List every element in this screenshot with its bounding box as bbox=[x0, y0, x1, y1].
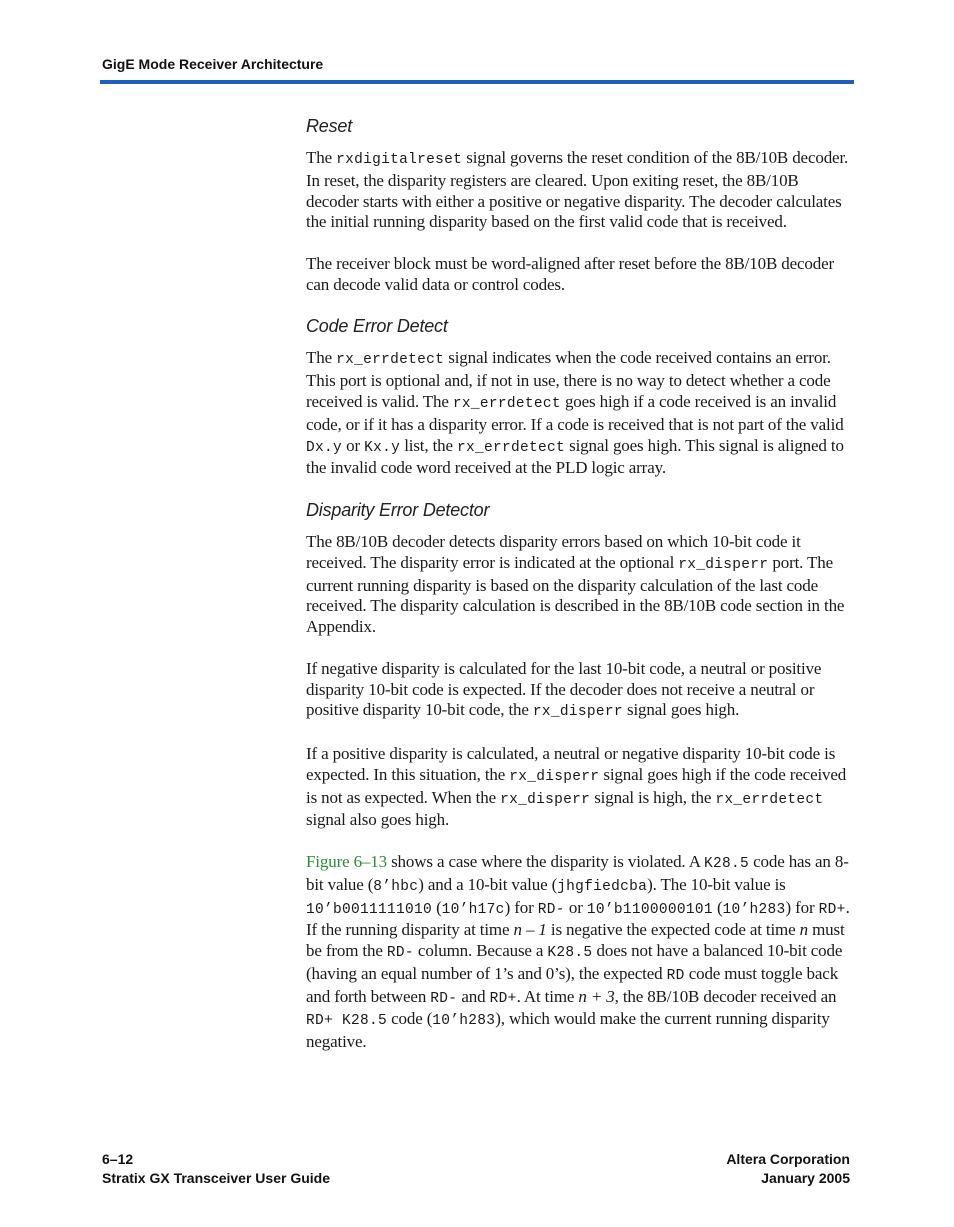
figure-link[interactable]: Figure 6–13 bbox=[306, 851, 387, 871]
code-term: 10’b1100000101 bbox=[586, 901, 713, 918]
text: signal goes high. bbox=[622, 700, 740, 720]
section-reset bbox=[306, 116, 854, 296]
company-name: Altera Corporation bbox=[726, 1151, 850, 1167]
math-term: n + 3 bbox=[578, 986, 615, 1006]
text: code has an 8-bit value ( bbox=[306, 851, 849, 894]
disparity-paragraph-3 bbox=[306, 744, 854, 831]
text: ( bbox=[432, 897, 442, 917]
math-term: n bbox=[799, 920, 808, 940]
section-heading-disparity-error-detector: Disparity Error Detector bbox=[306, 499, 490, 520]
signal-code: rxdigitalreset bbox=[336, 152, 463, 168]
signal-code: rx_disperr bbox=[678, 556, 769, 573]
text: ), which would make the current running disparity negative. bbox=[306, 1009, 830, 1052]
code-term: 10’h17c bbox=[441, 901, 505, 918]
text: and bbox=[457, 986, 490, 1006]
code-term: RD+ bbox=[818, 901, 846, 918]
disparity-paragraph-2 bbox=[306, 659, 854, 723]
code-term: K28.5 bbox=[547, 945, 593, 962]
guide-title: Stratix GX Transceiver User Guide bbox=[102, 1170, 330, 1186]
running-header: GigE Mode Receiver Architecture bbox=[102, 56, 324, 72]
text: ) and a 10-bit value ( bbox=[418, 874, 558, 894]
text: code ( bbox=[387, 1009, 433, 1029]
text: ). The 10-bit value is bbox=[647, 874, 786, 894]
code-term: Kx.y bbox=[364, 439, 401, 456]
text: code must toggle back and forth between bbox=[306, 963, 839, 1006]
code-term: 10’h283 bbox=[432, 1013, 496, 1030]
disparity-paragraph-4 bbox=[306, 852, 854, 1053]
text: . If the running disparity at time bbox=[306, 897, 850, 940]
text: The bbox=[306, 348, 337, 368]
code-term: 10’b0011111010 bbox=[306, 901, 433, 918]
text: does not have a balanced 10-bit code (having an equal number of 1’s and 0’s), the expected bbox=[306, 941, 843, 983]
signal-code: rx_errdetect bbox=[336, 352, 445, 369]
reset-paragraph-1 bbox=[306, 148, 854, 233]
text: If a positive disparity is calculated, a neutral or negative disparity 10-bit code is expected. In this situation, the bbox=[306, 743, 836, 784]
text: signal goes high. This signal is aligned to the invalid code word received at the PLD logic array. bbox=[306, 435, 844, 478]
section-heading-reset: Reset bbox=[306, 116, 353, 136]
code-term: RD+ bbox=[489, 990, 517, 1007]
code-term: Dx.y bbox=[306, 439, 343, 456]
signal-code: rx_disperr bbox=[509, 768, 600, 785]
footer-left bbox=[102, 1150, 330, 1188]
signal-code: rx_errdetect bbox=[715, 791, 824, 808]
text: signal is high, the bbox=[590, 787, 716, 807]
code-term: RD- bbox=[386, 945, 414, 962]
text: The bbox=[306, 148, 337, 167]
disparity-paragraph-1 bbox=[306, 532, 854, 638]
footer-right bbox=[726, 1150, 850, 1188]
text: list, the bbox=[400, 435, 457, 455]
page-content bbox=[306, 116, 854, 1074]
text: must be from the bbox=[306, 920, 845, 961]
reset-paragraph-2: The receiver block must be word-aligned after reset before the 8B/10B decoder can decode valid data or control codes. bbox=[306, 253, 834, 294]
section-code-error-detect bbox=[306, 316, 854, 479]
code-term: jhgfiedcba bbox=[557, 878, 648, 895]
section-heading-code-error-detect: Code Error Detect bbox=[306, 316, 448, 337]
page-number: 6–12 bbox=[102, 1151, 134, 1167]
code-term: RD- bbox=[430, 990, 458, 1007]
text: signal goes high if the code received is not as expected. When the bbox=[306, 764, 847, 807]
text: signal governs the reset condition of the 8B/10B decoder. In reset, the disparity registers are cleared. Upon exiting reset, the 8B/10B decoder starts with either a positive or negative disparity. The decoder calculates the initial running disparity based on the first valid code that is received. bbox=[306, 148, 849, 232]
math-term: n – 1 bbox=[513, 920, 547, 940]
code-term: RD bbox=[666, 967, 685, 984]
text: or bbox=[564, 897, 587, 917]
code-error-paragraph bbox=[306, 348, 854, 479]
text: ( bbox=[712, 897, 723, 917]
signal-code: rx_errdetect bbox=[457, 439, 566, 456]
section-disparity-error-detector bbox=[306, 500, 854, 1053]
text: goes high if a code received is an invalid code, or if it has a disparity error. If a code is received that is not part of the valid bbox=[306, 391, 844, 434]
text: ) for bbox=[504, 897, 538, 917]
text: ) for bbox=[785, 897, 819, 917]
text: . At time bbox=[516, 986, 579, 1006]
signal-code: rx_errdetect bbox=[452, 395, 561, 412]
text: or bbox=[342, 435, 365, 455]
code-term: 10’h283 bbox=[722, 901, 786, 918]
text: The 8B/10B decoder detects disparity errors based on which 10-bit code it received. The disparity error is indicated at the optional bbox=[306, 531, 801, 572]
text: signal also goes high. bbox=[306, 810, 450, 830]
header-rule bbox=[100, 80, 854, 84]
signal-code: rx_disperr bbox=[500, 791, 591, 808]
code-term: RD+ K28.5 bbox=[306, 1013, 388, 1030]
code-term: K28.5 bbox=[703, 855, 749, 872]
text: If negative disparity is calculated for the last 10-bit code, a neutral or positive disparity 10-bit code is expected. If the decoder does not receive a neutral or positive disparity 10-bit code, the bbox=[306, 658, 822, 720]
text: , the 8B/10B decoder received an bbox=[614, 986, 837, 1006]
text: column. Because a bbox=[413, 941, 548, 961]
text: port. The current running disparity is based on the disparity calculation of the last code received. The disparity calculation is described in the 8B/10B code section in the Appendix. bbox=[306, 552, 845, 637]
publication-date: January 2005 bbox=[761, 1170, 850, 1186]
code-term: RD- bbox=[537, 901, 565, 918]
text: signal indicates when the code received contains an error. This port is optional and, if not in use, there is no way to detect whether a code received is valid. The bbox=[306, 348, 831, 411]
text: is negative the expected code at time bbox=[546, 920, 800, 940]
text: shows a case where the disparity is violated. A bbox=[386, 851, 704, 871]
signal-code: rx_disperr bbox=[532, 704, 623, 721]
code-term: 8’hbc bbox=[373, 878, 419, 895]
